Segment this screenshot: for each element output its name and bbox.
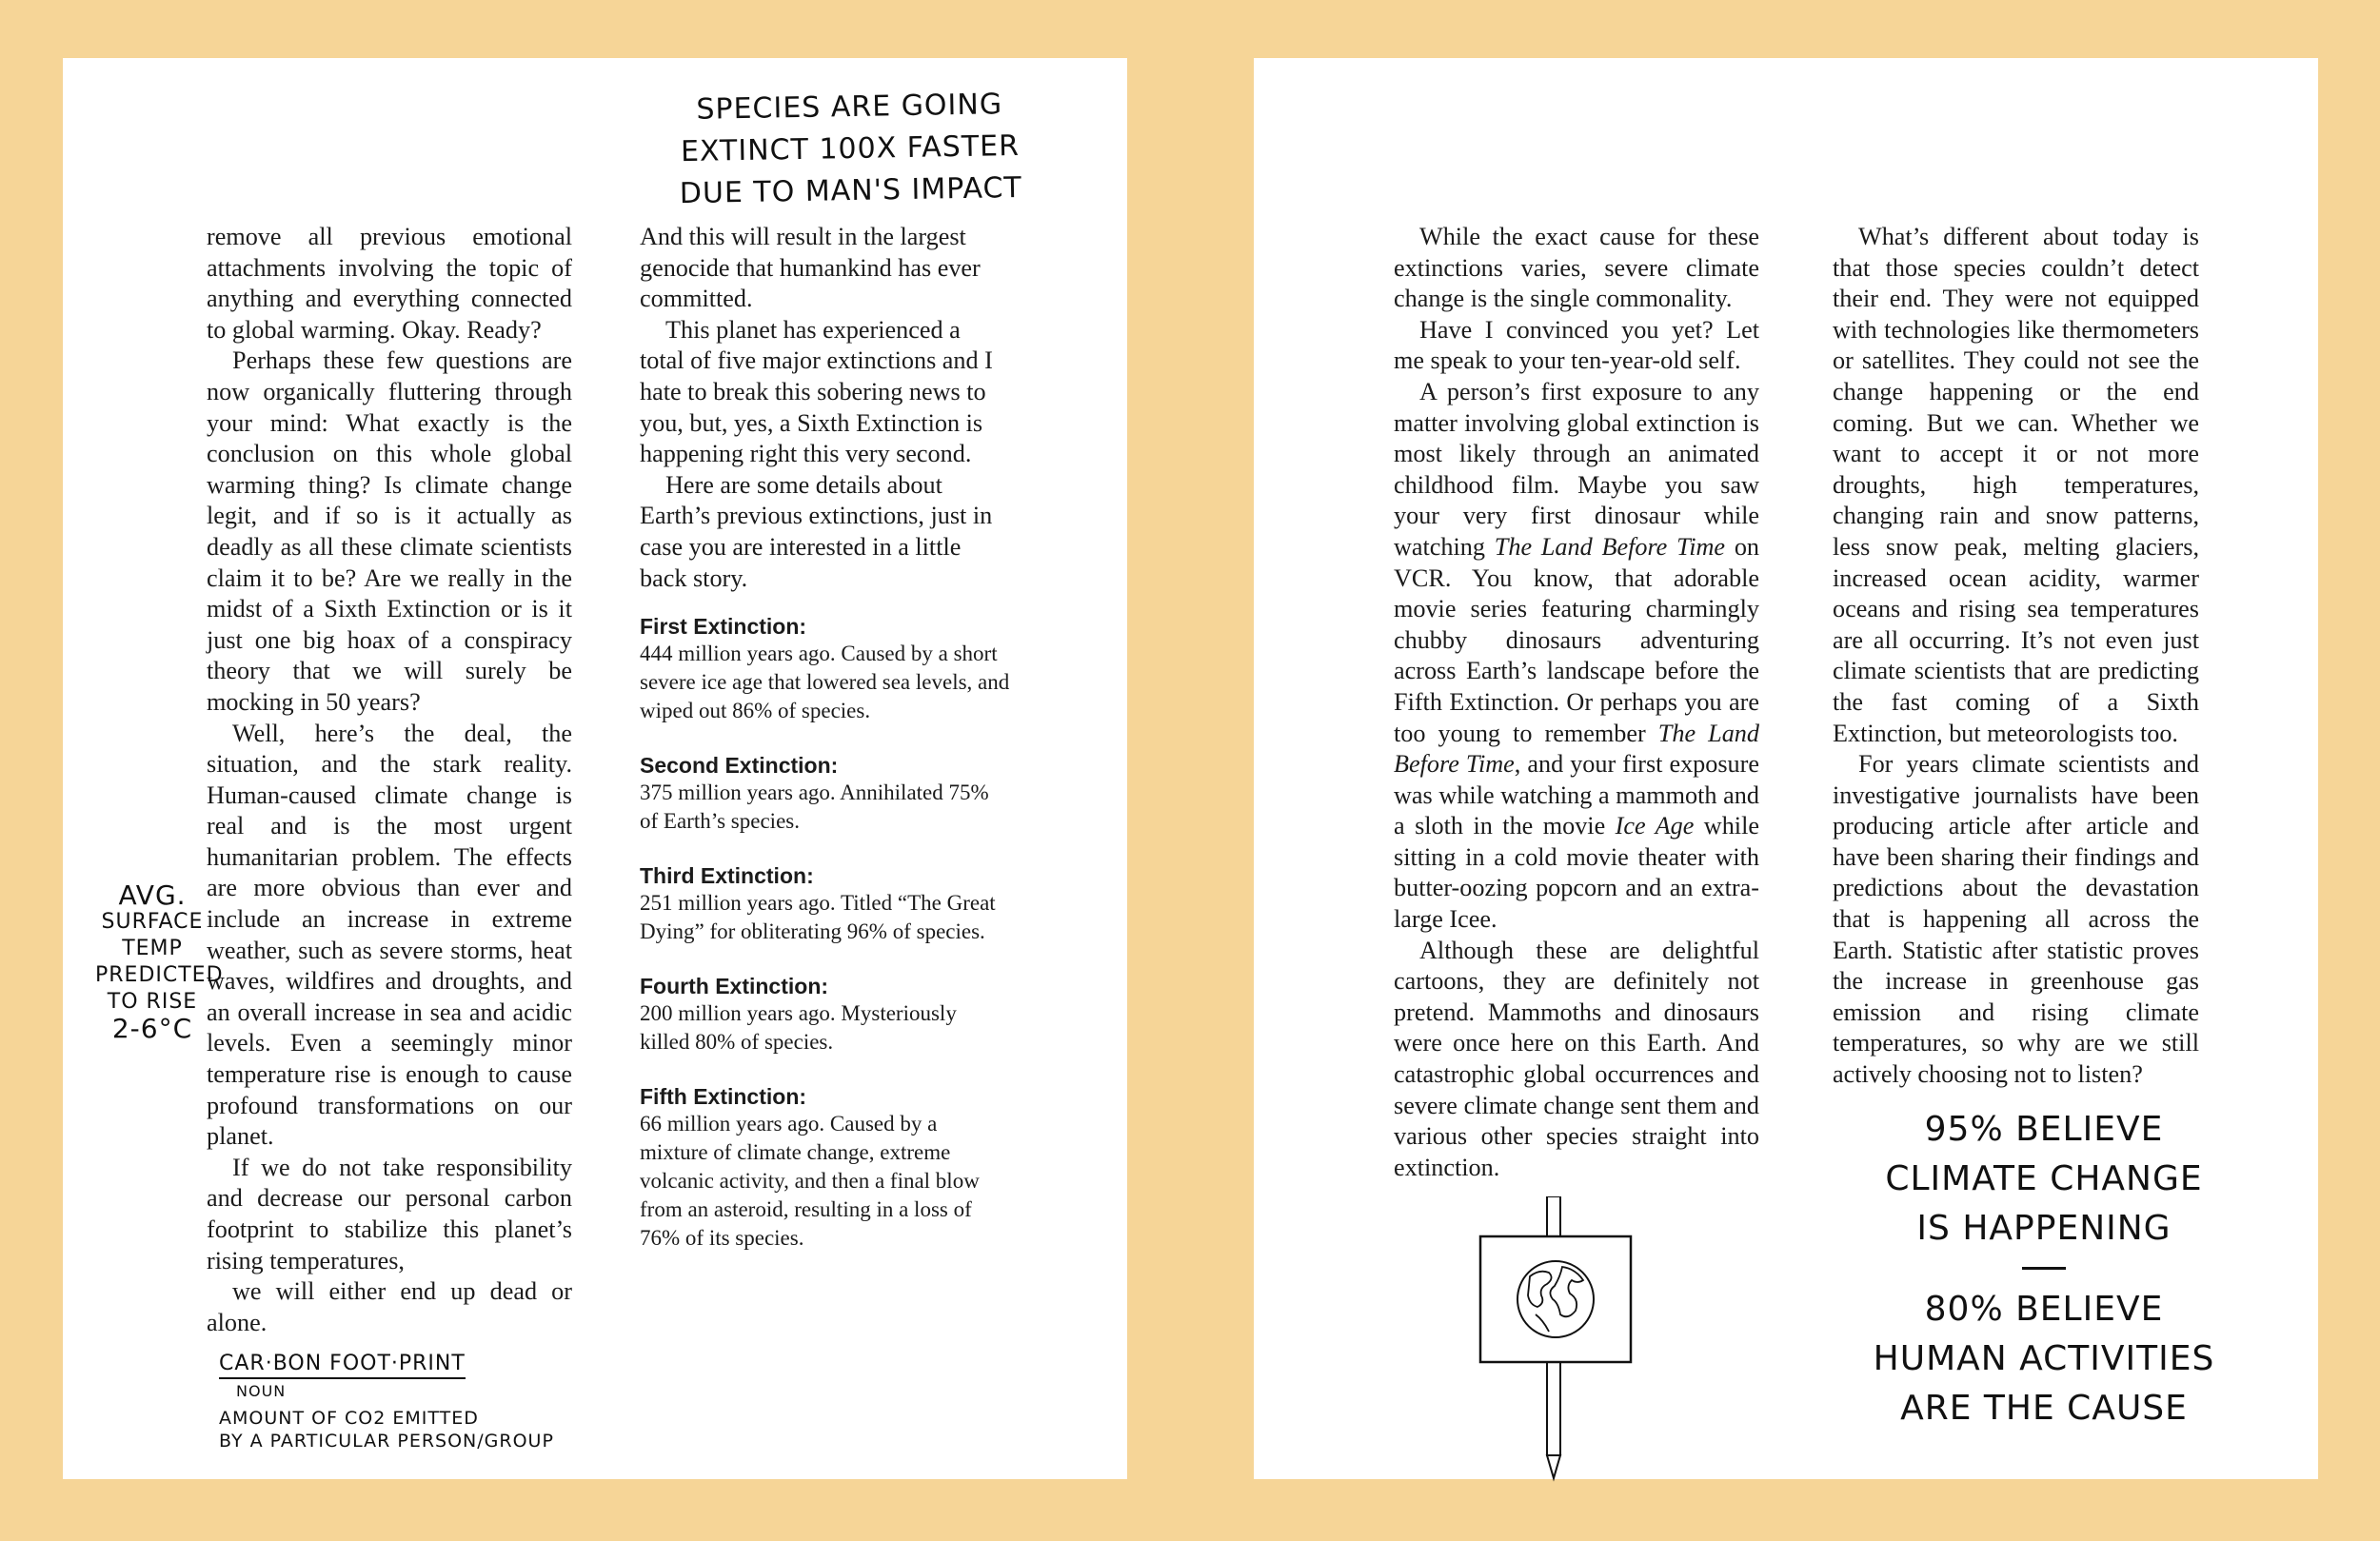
paragraph: Perhaps these few questions are now organically fluttering through your mind: What exactly is the conclusion on this whole global warming thing? Is climate change legit, and if so is it actually as deadly as all these climate scientists claim it to be? Are we really in the midst of a Sixth Extinction or is it just one big hoax of a conspiracy theory that we will surely be mocking in 50 years? — [207, 346, 572, 716]
paragraph: Although these are delightful cartoons, they are definitely not pretend. Mammoths and dinosaurs were once here on this Earth. And catastrophic global occurrences and severe climate change sent them and various other species straight into extinction. — [1394, 936, 1759, 1181]
extinction-item — [640, 862, 1010, 946]
paragraph: For years climate scientists and investigative journalists have been producing article after article and have been sharing their findings and predictions about the devastation that is happening all across the Earth. Statistic after statistic proves the increase in greenhouse gas emission and rising climate temperatures, so why are we still actively choosing not to listen? — [1833, 750, 2199, 1089]
paragraph: Here are some details about Earth’s previous extinctions, just in case you are interested in a little back story. — [640, 470, 993, 592]
extinction-text: 444 million years ago. Caused by a short severe ice age that lowered sea levels, and wiped out 86% of species. — [640, 642, 1010, 723]
annotation-line: EXTINCT 100X FASTER — [680, 128, 1021, 169]
extinction-item — [640, 973, 1010, 1057]
extinction-title: First Extinction: — [640, 614, 807, 640]
text-column-3 — [1394, 222, 1759, 1183]
paragraph: we will either end up dead or alone. — [207, 1277, 572, 1336]
paragraph: remove all previous emotional attachments involving the topic of anything and everything connected to global warming. Okay. Ready? — [207, 223, 572, 344]
belief-statistics-annotation — [1815, 1105, 2272, 1433]
paragraph: While the exact cause for these extinctions varies, severe climate change is the single commonality. — [1394, 223, 1759, 313]
film-title: The Land Before Time — [1394, 719, 1759, 779]
film-title: The Land Before Time — [1494, 532, 1726, 561]
extinction-text: 66 million years ago. Caused by a mixture of climate change, extreme volcanic activity, and then a final blow from an asteroid, resulting in a loss of 76% of its species. — [640, 1112, 980, 1251]
definition-line: AMOUNT OF CO2 EMITTED — [219, 1408, 479, 1429]
definition-part-of-speech: NOUN — [236, 1382, 287, 1400]
extinction-item — [640, 613, 1010, 725]
annotation-line: TEMP — [122, 937, 183, 960]
paragraph: Have I convinced you yet? Let me speak to your ten-year-old self. — [1394, 315, 1759, 375]
extinction-title: Second Extinction: — [640, 753, 839, 779]
extinction-text: 375 million years ago. Annihilated 75% of Earth’s species. — [640, 780, 989, 834]
annotation-line: 2-6°C — [111, 1013, 193, 1044]
definition-term: CAR·BON FOOT·PRINT — [219, 1353, 466, 1379]
extinction-title: Fifth Extinction: — [640, 1084, 807, 1110]
text-column-4 — [1833, 222, 2199, 1091]
globe-sign-illustration — [1475, 1196, 1636, 1482]
extinction-item — [640, 1083, 1010, 1253]
paragraph: And this will result in the largest genocide that humankind has ever committed. — [640, 223, 981, 313]
globe-icon — [1517, 1261, 1594, 1337]
divider — [2022, 1267, 2066, 1270]
extinction-title: Fourth Extinction: — [640, 974, 829, 999]
carbon-footprint-definition — [219, 1353, 619, 1452]
paragraph: A person’s first exposure to any matter involving global extinction is most likely through an animated childhood film. Maybe you saw your very first dinosaur while watching The Land Before Time on VCR. You know, that adorable movie series featuring charmingly chubby dinosaurs adventuring across Earth’s landscape before the Fifth Extinction. Or perhaps you are too young to remember The Land Before Time, and your first exposure was while watching a mammoth and a sloth in the movie Ice Age while sitting in a cold movie theater with butter-oozing popcorn and an extra-large Icee. — [1394, 377, 1760, 934]
extinction-text: 200 million years ago. Mysteriously killed 80% of species. — [640, 1001, 957, 1055]
paragraph: What’s different about today is that those species couldn’t detect their end. They were not equipped with technologies like thermometers or satellites. They could not see the change happening or the end coming. But we can. Whether we want to accept it or not more droughts, high temperatures, changing rain and snow patterns, less snow peak, melting glaciers, increased ocean acidity, warmer oceans and rising sea temperatures are all occurring. It’s not even just climate scientists that are predicting the fast coming of a Sixth Extinction, but meteorologists too. — [1833, 223, 2199, 747]
annotation-line: IS HAPPENING — [1916, 1209, 2172, 1248]
annotation-line: 80% BELIEVE — [1924, 1290, 2164, 1329]
right-page — [1254, 58, 2318, 1479]
left-page — [63, 58, 1127, 1479]
extinction-text: 251 million years ago. Titled “The Great Dying” for obliterating 96% of species. — [640, 891, 996, 944]
annotation-line: TO RISE — [107, 990, 198, 1014]
extinction-item — [640, 752, 1010, 836]
annotation-line: AVG. — [118, 879, 187, 911]
annotation-line: DUE TO MAN'S IMPACT — [679, 170, 1022, 211]
annotation-line: PREDICTED — [95, 963, 224, 987]
temperature-annotation — [95, 879, 224, 1044]
extinction-title: Third Extinction: — [640, 863, 814, 889]
annotation-line: HUMAN ACTIVITIES — [1873, 1339, 2215, 1378]
annotation-line: SURFACE — [101, 910, 204, 934]
annotation-line: 95% BELIEVE — [1924, 1110, 2164, 1149]
paragraph: Well, here’s the deal, the situation, and the stark reality. Human-caused climate change is real and is the most urgent humanitarian problem. The effects are more obvious than ever and include an increase in extreme weather, such as severe storms, heat waves, wildfires and droughts, and an overall increase in sea and acidic levels. Even a seemingly minor temperature rise is enough to cause profound transformations on our planet. — [207, 719, 572, 1151]
film-title: Ice Age — [1615, 812, 1695, 840]
definition-line: BY A PARTICULAR PERSON/GROUP — [219, 1431, 554, 1452]
text-column-1 — [207, 222, 572, 1338]
annotation-line: SPECIES ARE GOING — [696, 88, 1003, 127]
species-extinct-annotation — [635, 83, 1065, 216]
annotation-line: CLIMATE CHANGE — [1885, 1159, 2203, 1198]
text-column-2 — [640, 222, 1010, 1253]
annotation-line: ARE THE CAUSE — [1900, 1389, 2188, 1428]
paragraph: If we do not take responsibility and decrease our personal carbon footprint to stabilize this planet’s rising temperatures, — [207, 1153, 572, 1274]
paragraph: This planet has experienced a total of five major extinctions and I hate to break this sobering news to you, but, yes, a Sixth Extinction is happening right this very second. — [640, 315, 993, 468]
